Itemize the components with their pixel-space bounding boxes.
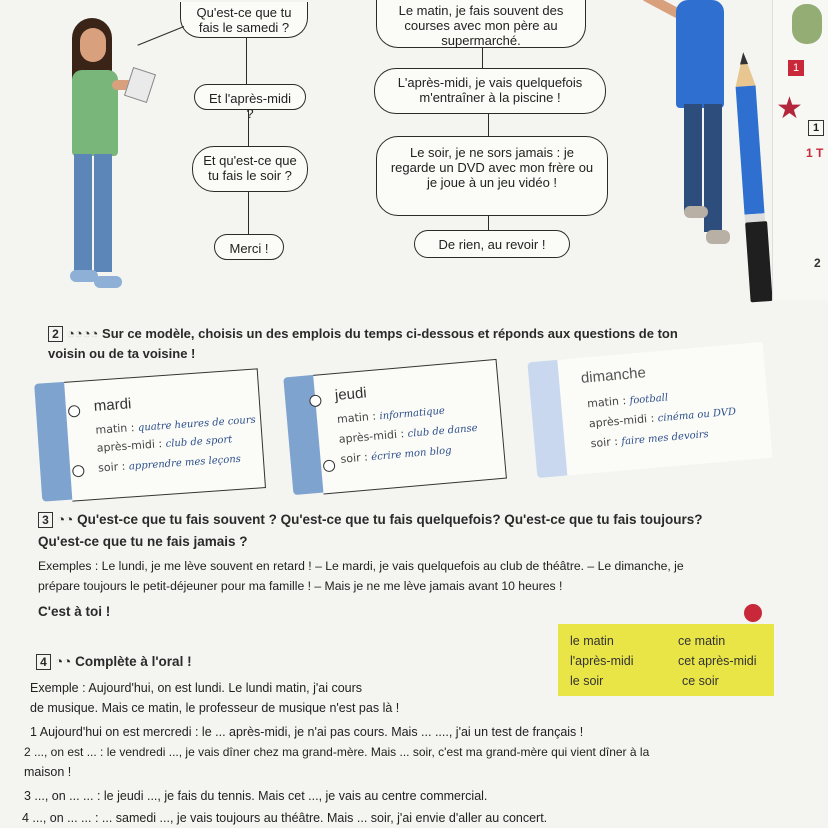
girl-bubble-1: Qu'est-ce que tu fais le samedi ? <box>180 2 308 38</box>
ex2-instruction-2: voisin ou de ta voisine ! <box>48 346 196 361</box>
speak-icon: ◔◔ <box>57 512 74 527</box>
row-afternoon: après-midi : club de danse <box>338 422 479 446</box>
schedule-card-dimanche <box>527 342 772 478</box>
row-morning: matin : quatre heures de cours <box>95 414 257 437</box>
schedule-card-mardi <box>34 368 266 501</box>
ex4-item-3: 3 ..., on ... ... : le jeudi ..., je fais du tennis. Mais cet ..., je vais au centre commercial. <box>24 789 488 803</box>
time-right-1: cet après-midi <box>678 654 757 668</box>
ex4-item-2: 2 ..., on est ... : le vendredi ..., je vais dîner chez ma grand-mère. Mais ... soir, c'est ma grand-mère qui vient dîner à la <box>24 745 650 759</box>
ex4-example-line-2: de musique. Mais ce matin, le professeur de musique n'est pas là ! <box>30 701 400 715</box>
ex3-example-line-1: Exemples : Le lundi, je me lève souvent en retard ! – Le mardi, je vais quelquefois au club de théâtre. – Le dimanche, je <box>38 559 684 573</box>
boy-bubble-4: De rien, au revoir ! <box>414 230 570 258</box>
cello-icon <box>792 4 822 44</box>
star-icon: ★ <box>776 92 803 125</box>
girl-bubble-3: Et qu'est-ce que tu fais le soir ? <box>192 146 308 192</box>
ex3-cta: C'est à toi ! <box>38 604 111 619</box>
speak-icon: ◔◔◔◔ <box>67 326 99 341</box>
ex4-item-4: 4 ..., on ... ... : ... samedi ..., je vais toujours au théâtre. Mais ... soir, j'ai envie d'aller au concert. <box>22 811 548 825</box>
row-morning: matin : informatique <box>336 405 446 426</box>
time-expressions-box <box>558 624 774 696</box>
row-afternoon: après-midi : cinéma ou DVD <box>588 406 737 431</box>
day-title: jeudi <box>334 384 368 405</box>
time-left-1: l'après-midi <box>570 654 634 668</box>
side-badge-red: 1 <box>788 60 804 76</box>
boy-bubble-2: L'après-midi, je vais quelquefois m'entraîner à la piscine ! <box>374 68 606 114</box>
time-left-2: le soir <box>570 674 604 688</box>
boy-bubble-1: Le matin, je fais souvent des courses avec mon père au supermarché. <box>376 0 586 48</box>
time-right-0: ce matin <box>678 634 726 648</box>
day-title: mardi <box>93 395 132 415</box>
side-badge-box: 1 <box>808 120 824 136</box>
ex4-example-line-1: Exemple : Aujourd'hui, on est lundi. Le lundi matin, j'ai cours <box>30 681 363 695</box>
side-label-1t: 1 T <box>806 146 824 160</box>
ex2-number: 2 <box>48 326 63 342</box>
ex4-title: 4 ◔◔ Complète à l'oral ! <box>36 654 192 670</box>
side-label-2: 2 <box>814 256 821 270</box>
boy-bubble-3: Le soir, je ne sors jamais : je regarde un DVD avec mon frère ou je joue à un jeu vidéo ! <box>376 136 608 216</box>
girl-illustration <box>60 18 150 290</box>
row-evening: soir : faire mes devoirs <box>590 429 710 451</box>
ex3-question-1: 3 ◔◔ Qu'est-ce que tu fais souvent ? Qu'est-ce que tu fais quelquefois? Qu'est-ce que tu fais toujours? <box>38 512 703 528</box>
girl-bubble-2: Et l'après-midi ? <box>194 84 306 110</box>
ex4-number: 4 <box>36 654 51 670</box>
ex2-instruction: 2 ◔◔◔◔ Sur ce modèle, choisis un des emplois du temps ci-dessous et réponds aux questions de ton <box>48 326 678 342</box>
ex3-number: 3 <box>38 512 53 528</box>
row-morning: matin : football <box>586 392 669 411</box>
day-title: dimanche <box>580 364 647 387</box>
time-right-2: ce soir <box>682 674 719 688</box>
row-evening: soir : écrire mon blog <box>340 445 453 466</box>
row-evening: soir : apprendre mes leçons <box>97 453 242 475</box>
pushpin-icon <box>744 604 762 622</box>
ex4-item-2-cont: maison ! <box>24 765 72 779</box>
ex3-question-2: Qu'est-ce que tu ne fais jamais ? <box>38 534 248 549</box>
time-left-0: le matin <box>570 634 614 648</box>
ex3-example-line-2: prépare toujours le petit-déjeuner pour ma famille ! – Mais je ne me lève jamais avant 10 heures ! <box>38 579 563 593</box>
speak-icon: ◔◔ <box>55 654 72 669</box>
row-afternoon: après-midi : club de sport <box>96 434 233 455</box>
schedule-card-jeudi <box>283 359 506 495</box>
boy-illustration <box>640 0 740 250</box>
girl-bubble-4: Merci ! <box>214 234 284 260</box>
ex4-item-1: 1 Aujourd'hui on est mercredi : le ... après-midi, je n'ai pas cours. Mais ... ...., j'ai un test de français ! <box>30 725 584 739</box>
